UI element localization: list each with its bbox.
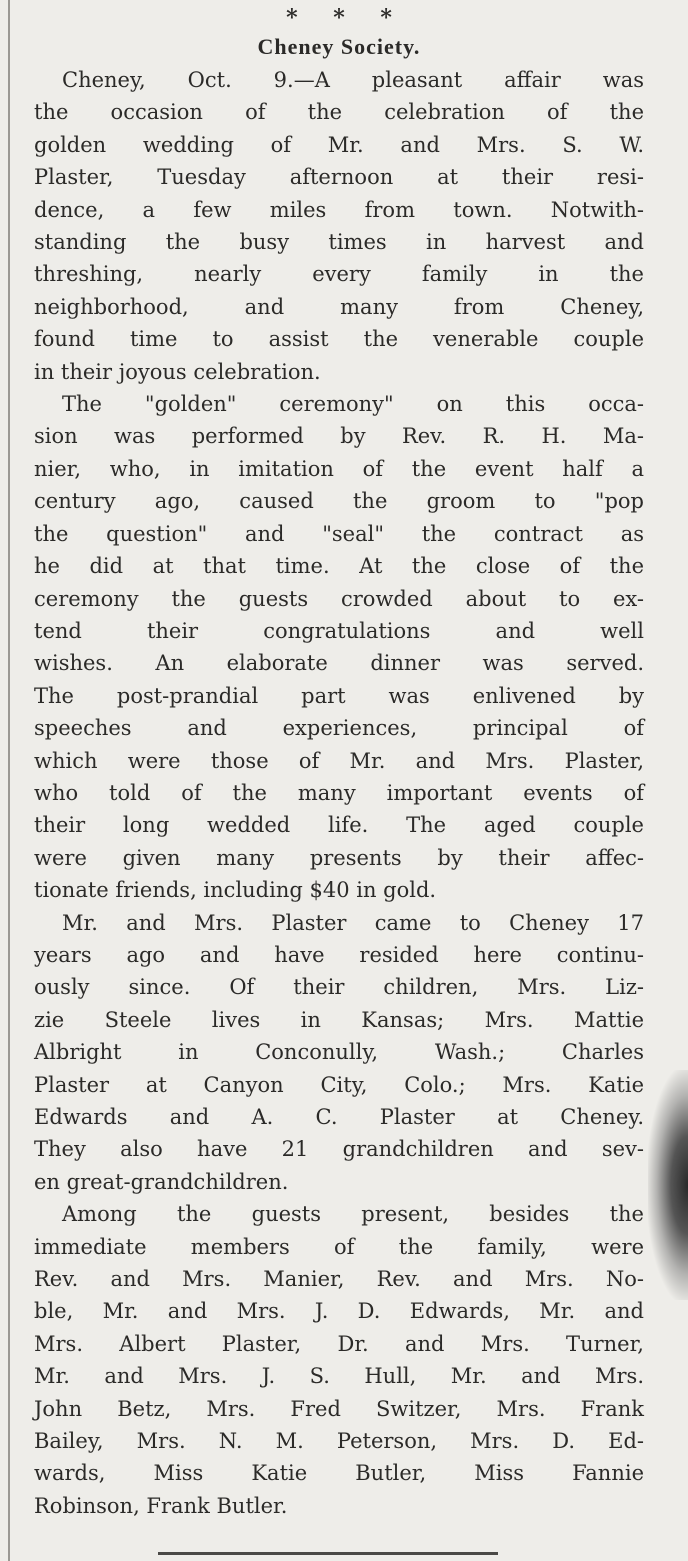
text-line: wishes. An elaborate dinner was served.	[34, 651, 644, 676]
column-rule	[8, 0, 10, 1561]
text-line: Mr. and Mrs. J. S. Hull, Mr. and Mrs.	[34, 1364, 644, 1389]
text-line: sion was performed by Rev. R. H. Ma-	[34, 424, 644, 449]
text-line: the occasion of the celebration of the	[34, 100, 644, 125]
text-line: found time to assist the venerable couple	[34, 327, 644, 352]
end-rule	[158, 1552, 498, 1555]
text-line: Mrs. Albert Plaster, Dr. and Mrs. Turner,	[34, 1331, 644, 1356]
article	[34, 4, 644, 1522]
text-line: The "golden" ceremony" on this occa-	[62, 392, 644, 417]
text-line: Bailey, Mrs. N. M. Peterson, Mrs. D. Ed-	[34, 1429, 644, 1454]
text-line: Among the guests present, besides the	[62, 1202, 644, 1227]
text-line: Robinson, Frank Butler.	[34, 1493, 288, 1518]
text-line: standing the busy times in harvest and	[34, 230, 644, 255]
page-fold-shadow	[648, 1070, 688, 1300]
text-line: Rev. and Mrs. Manier, Rev. and Mrs. No-	[34, 1267, 644, 1292]
text-line: Cheney, Oct. 9.—A pleasant affair was	[62, 68, 644, 92]
paragraph	[34, 388, 644, 907]
text-line: tend their congratulations and well	[34, 618, 644, 643]
text-line: were given many presents by their affec-	[34, 845, 644, 870]
text-line: tionate friends, including $40 in gold.	[34, 878, 437, 903]
text-line: Edwards and A. C. Plaster at Cheney.	[34, 1105, 644, 1129]
text-line: John Betz, Mrs. Fred Switzer, Mrs. Frank	[34, 1396, 644, 1421]
text-line: Albright in Conconully, Wash.; Charles	[34, 1040, 644, 1065]
text-line: ously since. Of their children, Mrs. Liz-	[34, 975, 644, 1000]
text-line: years ago and have resided here continu-	[34, 942, 644, 967]
paragraph	[34, 907, 644, 1199]
text-line: Plaster at Canyon City, Colo.; Mrs. Katie	[34, 1072, 644, 1097]
text-line: threshing, nearly every family in the	[34, 262, 644, 287]
text-line: dence, a few miles from town. Notwith-	[34, 197, 644, 222]
text-line: neighborhood, and many from Cheney,	[34, 294, 644, 319]
text-line: They also have 21 grandchildren and sev-	[34, 1137, 644, 1162]
text-line: immediate members of the family, were	[34, 1234, 644, 1259]
text-line: ble, Mr. and Mrs. J. D. Edwards, Mr. and	[34, 1299, 644, 1324]
paragraph	[34, 64, 644, 388]
text-line: which were those of Mr. and Mrs. Plaster,	[34, 748, 644, 773]
text-line: Mr. and Mrs. Plaster came to Cheney 17	[62, 910, 644, 935]
text-line: wards, Miss Katie Butler, Miss Fannie	[34, 1461, 644, 1486]
paragraph	[34, 1198, 644, 1522]
article-body	[34, 64, 644, 1522]
section-ornament: * * *	[286, 5, 406, 31]
text-line: The post-prandial part was enlivened by	[34, 683, 644, 708]
text-line: century ago, caused the groom to "pop	[34, 489, 644, 514]
text-line: zie Steele lives in Kansas; Mrs. Mattie	[34, 1007, 644, 1032]
text-line: the question" and "seal" the contract as	[34, 521, 644, 546]
text-line: in their joyous celebration.	[34, 359, 321, 384]
text-line: who told of the many important events of	[34, 780, 644, 805]
text-line: en great-grandchildren.	[34, 1169, 289, 1194]
text-line: Plaster, Tuesday afternoon at their resi-	[34, 165, 644, 190]
text-line: golden wedding of Mr. and Mrs. S. W.	[34, 132, 644, 157]
headline: Cheney Society.	[257, 34, 421, 59]
text-line: speeches and experiences, principal of	[34, 716, 644, 741]
text-line: ceremony the guests crowded about to ex-	[34, 586, 644, 611]
text-line: their long wedded life. The aged couple	[34, 813, 644, 838]
text-line: he did at that time. At the close of the	[34, 554, 644, 579]
text-line: nier, who, in imitation of the event half a	[34, 456, 644, 481]
